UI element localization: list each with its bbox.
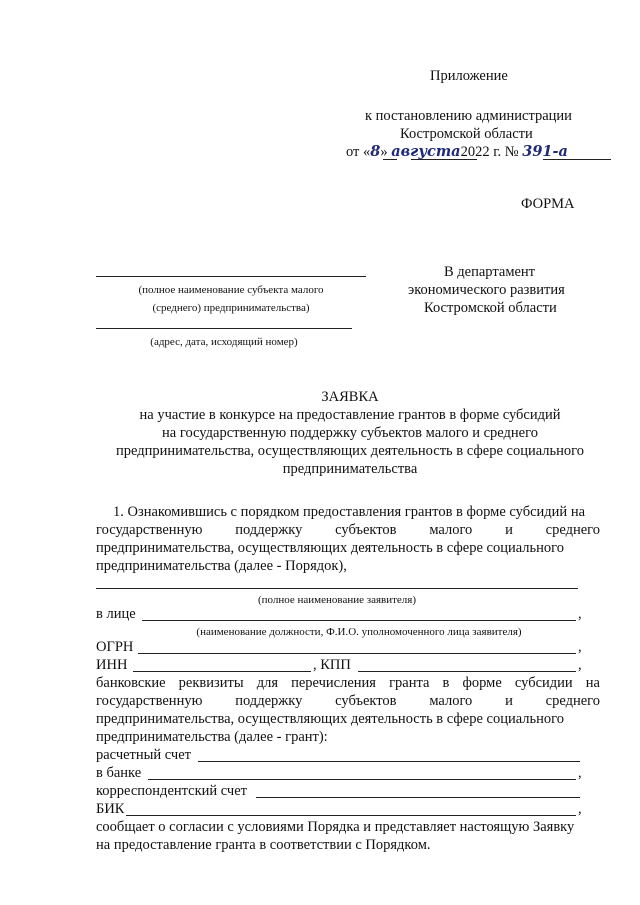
bank-label: в банке	[96, 765, 142, 781]
date-day-handwritten: 8	[370, 143, 381, 160]
date-day-underline	[383, 159, 397, 160]
title-line-1: на участие в конкурсе на предоставление грантов в форме субсидий	[139, 407, 561, 423]
bank-paragraph-line-3: предпринимательства, осуществляющих деятельность в сфере социального	[96, 711, 565, 727]
date-year: 2022 г. №	[460, 144, 519, 160]
paragraph-1-line-3: предпринимательства, осуществляющих деятельность в сфере социального	[96, 540, 565, 556]
title-line-4: предпринимательства	[282, 461, 418, 477]
date-month-handwritten: августа	[391, 143, 461, 160]
paragraph-1-line-2: государственную поддержку субъектов малого и среднего	[96, 522, 600, 538]
kpp-field[interactable]	[358, 671, 576, 672]
ogrn-label: ОГРН	[96, 639, 134, 655]
bank-comma: ,	[578, 765, 582, 781]
title-line-2: на государственную поддержку субъектов малого и среднего	[162, 425, 538, 441]
in-person-label: в лице	[96, 606, 136, 622]
recipient-line-3: Костромской области	[424, 300, 557, 316]
bank-paragraph-line-1: банковские реквизиты для перечисления гранта в форме субсидии на	[96, 675, 600, 691]
bik-label: БИК	[96, 801, 125, 817]
recipient-line-2: экономического развития	[408, 282, 565, 298]
paragraph-1-line-1: 1. Ознакомившись с порядком предоставления грантов в форме субсидий на	[113, 504, 586, 520]
inn-field[interactable]	[133, 671, 311, 672]
bik-comma: ,	[578, 801, 582, 817]
document-title: ЗАЯВКА	[321, 389, 379, 405]
sender-address-line	[96, 328, 352, 329]
date-number-underline	[543, 159, 611, 160]
region-label: Костромской области	[400, 126, 533, 142]
sender-name-caption-1: (полное наименование субъекта малого	[138, 284, 324, 296]
paragraph-1-line-4: предпринимательства (далее - Порядок),	[96, 558, 347, 574]
date-mid: »	[380, 144, 388, 160]
in-person-caption: (наименование должности, Ф.И.О. уполномоченного лица заявителя)	[196, 626, 522, 638]
closing-line-1: сообщает о согласии с условиями Порядка и представляет настоящую Заявку	[96, 819, 575, 835]
kpp-label: , КПП	[313, 657, 351, 673]
applicant-name-line	[96, 588, 578, 589]
sender-address-caption: (адрес, дата, исходящий номер)	[150, 336, 298, 348]
kpp-comma: ,	[578, 657, 582, 673]
corr-account-label: корреспондентский счет	[96, 783, 247, 799]
bank-field[interactable]	[148, 779, 576, 780]
applicant-name-caption: (полное наименование заявителя)	[257, 594, 417, 606]
account-field[interactable]	[198, 761, 580, 762]
sender-name-line	[96, 276, 366, 277]
bank-paragraph-line-2: государственную поддержку субъектов малого и среднего	[96, 693, 600, 709]
recipient-line-1: В департамент	[444, 264, 536, 280]
date-number-handwritten: 391-а	[522, 143, 568, 160]
closing-line-2: на предоставление гранта в соответствии с Порядком.	[96, 837, 431, 853]
in-person-comma: ,	[578, 606, 582, 622]
form-label: ФОРМА	[521, 196, 575, 212]
date-month-underline	[411, 159, 477, 160]
bik-field[interactable]	[126, 815, 576, 816]
sender-name-caption-2: (среднего) предпринимательства)	[152, 302, 310, 314]
account-label: расчетный счет	[96, 747, 191, 763]
in-person-field[interactable]	[142, 620, 576, 621]
corr-account-field[interactable]	[256, 797, 580, 798]
ogrn-field[interactable]	[138, 653, 576, 654]
title-line-3: предпринимательства, осуществляющих деятельность в сфере социального	[115, 443, 584, 459]
appendix-label: Приложение	[430, 68, 508, 84]
date-prefix: от «	[346, 144, 371, 160]
bank-paragraph-line-4: предпринимательства (далее - грант):	[96, 729, 328, 745]
ogrn-comma: ,	[578, 639, 582, 655]
resolution-label: к постановлению администрации	[365, 108, 572, 124]
inn-label: ИНН	[96, 657, 128, 673]
